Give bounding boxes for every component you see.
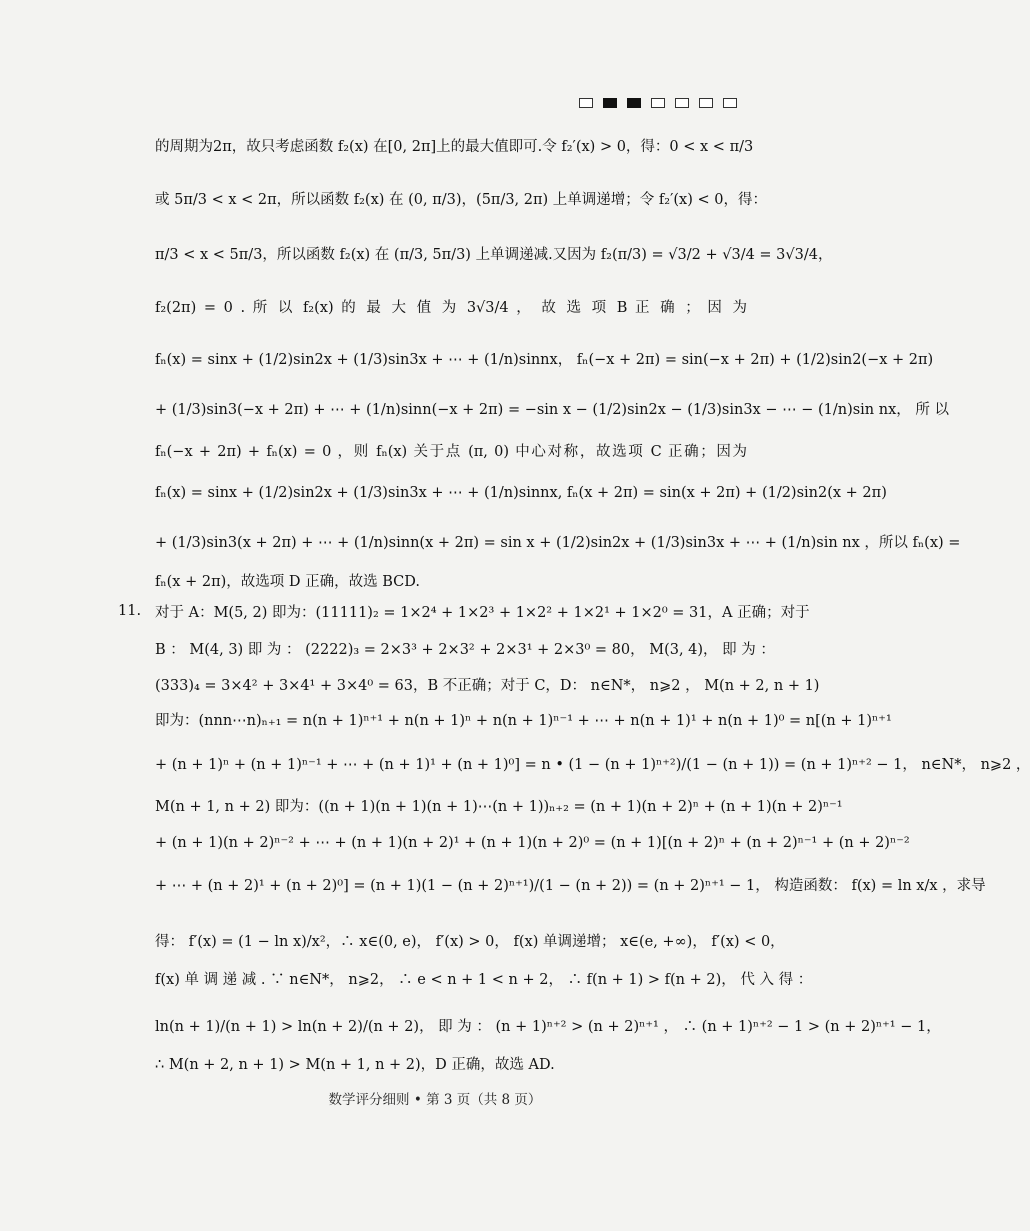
text-line: f(x) 单 调 递 减 . ∵ n∈N*， n⩾2， ∴ e < n + 1 < n + 2， ∴ f(n + 1) > f(n + 2)， 代 入 得 ： <box>155 972 813 988</box>
text-line: 即为：(nnn⋯n)ₙ₊₁ = n(n + 1)ⁿ⁺¹ + n(n + 1)ⁿ + n(n + 1)ⁿ⁻¹ + ⋯ + n(n + 1)¹ + n(n + 1)⁰ = n[(n + 1)ⁿ⁺¹ <box>155 713 892 729</box>
page-mark <box>651 98 665 108</box>
text-line: fₙ(x) = sinx + (1/2)sin2x + (1/3)sin3x + ⋯ + (1/n)sinnx， fₙ(−x + 2π) = sin(−x + 2π) + (1/2)sin2(−x + 2π) <box>155 352 934 368</box>
text-line: ln(n + 1)/(n + 1) > ln(n + 2)/(n + 2)， 即 为 ： (n + 1)ⁿ⁺² > (n + 2)ⁿ⁺¹ ， ∴ (n + 1)ⁿ⁺² − 1 > (n + 2)ⁿ⁺¹ − 1， <box>155 1019 941 1035</box>
text-line: 得： f′(x) = (1 − ln x)/x²，∴ x∈(0, e)， f′(x) > 0， f(x) 单调递增； x∈(e, +∞)， f′(x) < 0， <box>155 934 785 950</box>
text-line: fₙ(x) = sinx + (1/2)sin2x + (1/3)sin3x + ⋯ + (1/n)sinnx, fₙ(x + 2π) = sin(x + 2π) + (1/2)sin2(x + 2π) <box>155 485 887 501</box>
page-mark <box>675 98 689 108</box>
text-line: f₂(2π) = 0 . 所 以 f₂(x) 的 最 大 值 为 3√3/4 ， 故 选 项 B 正 确 ； 因 为 <box>155 300 747 316</box>
text-line: 或 5π/3 < x < 2π，所以函数 f₂(x) 在 (0, π/3)，(5π/3, 2π) 上单调递增；令 f₂′(x) < 0，得： <box>155 192 767 208</box>
page-mark <box>723 98 737 108</box>
text-line: + ⋯ + (n + 2)¹ + (n + 2)⁰] = (n + 1)(1 − (n + 2)ⁿ⁺¹)/(1 − (n + 2)) = (n + 2)ⁿ⁺¹ − 1， 构造函数： f(x) = ln x/x ，求导 <box>155 878 986 894</box>
page-mark <box>627 98 641 108</box>
text-line: + (1/3)sin3(−x + 2π) + ⋯ + (1/n)sinn(−x + 2π) = −sin x − (1/2)sin2x − (1/3)sin3x − ⋯ − (1/n)sin nx， 所 以 <box>155 402 949 418</box>
text-line: + (1/3)sin3(x + 2π) + ⋯ + (1/n)sinn(x + 2π) = sin x + (1/2)sin2x + (1/3)sin3x + ⋯ + (1/n)sin nx ，所以 fₙ(x) = <box>155 535 961 551</box>
question-number: 11. <box>118 603 142 619</box>
text-line: + (n + 1)(n + 2)ⁿ⁻² + ⋯ + (n + 1)(n + 2)¹ + (n + 1)(n + 2)⁰ = (n + 1)[(n + 2)ⁿ + (n + 2)ⁿ⁻¹ + (n + 2)ⁿ⁻² <box>155 835 910 851</box>
text-line: 对于 A：M(5, 2) 即为：(11111)₂ = 1×2⁴ + 1×2³ + 1×2² + 1×2¹ + 1×2⁰ = 31，A 正确；对于 <box>155 605 810 621</box>
page-mark <box>579 98 593 108</box>
text-line: M(n + 1, n + 2) 即为：((n + 1)(n + 1)(n + 1)⋯(n + 1))ₙ₊₂ = (n + 1)(n + 2)ⁿ + (n + 1)(n + 2)ⁿ⁻¹ <box>155 799 843 815</box>
text-line: + (n + 1)ⁿ + (n + 1)ⁿ⁻¹ + ⋯ + (n + 1)¹ + (n + 1)⁰] = n • (1 − (n + 1)ⁿ⁺²)/(1 − (n + 1)) = (n + 1)ⁿ⁺² − 1， n∈N*， n⩾2 ， <box>155 757 1030 773</box>
text-line: fₙ(−x + 2π) + fₙ(x) = 0 ，则 fₙ(x) 关于点 (π, 0) 中心对称，故选项 C 正确；因为 <box>155 444 747 460</box>
text-line: B ： M(4, 3) 即 为 ： (2222)₃ = 2×3³ + 2×3² + 2×3¹ + 2×3⁰ = 80， M(3, 4)， 即 为 ： <box>155 642 775 658</box>
page-indicator <box>579 98 737 108</box>
page-mark <box>699 98 713 108</box>
text-line: fₙ(x + 2π)，故选项 D 正确，故选 BCD. <box>155 574 420 590</box>
text-line: ∴ M(n + 2, n + 1) > M(n + 1, n + 2)，D 正确，故选 AD. <box>155 1057 555 1073</box>
page-footer: 数学评分细则 • 第 3 页（共 8 页） <box>328 1092 542 1108</box>
text-line: π/3 < x < 5π/3，所以函数 f₂(x) 在 (π/3, 5π/3) 上单调递减.又因为 f₂(π/3) = √3/2 + √3/4 = 3√3/4， <box>155 247 833 263</box>
text-line: 的周期为2π，故只考虑函数 f₂(x) 在[0, 2π]上的最大值即可.令 f₂′(x) > 0，得：0 < x < π/3 <box>155 139 754 155</box>
page-mark <box>603 98 617 108</box>
text-line: (333)₄ = 3×4² + 3×4¹ + 3×4⁰ = 63，B 不正确；对于 C，D： n∈N*， n⩾2 ， M(n + 2, n + 1) <box>155 678 820 694</box>
